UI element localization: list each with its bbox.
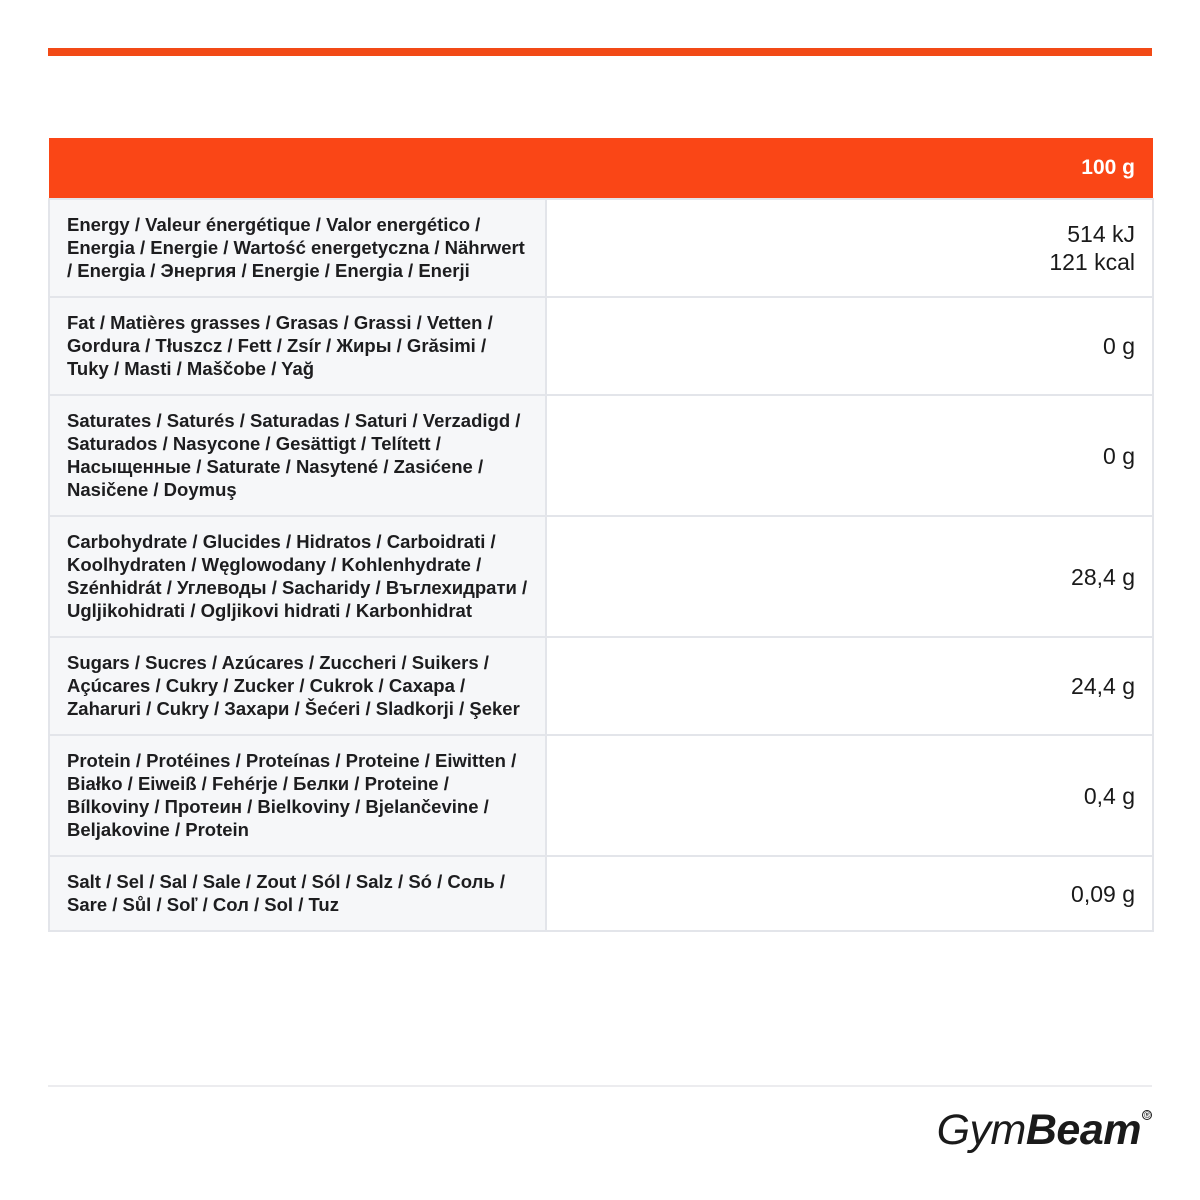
brand-logo (937, 1100, 1152, 1160)
nutrient-value: 514 kJ (1067, 221, 1135, 247)
nutrient-value-cell (546, 199, 1153, 297)
top-accent-bar (48, 48, 1152, 56)
nutrient-value-cell (546, 637, 1153, 735)
footer-divider (48, 1085, 1152, 1087)
header-value-cell: 100 g (546, 138, 1153, 199)
nutrient-label: Energy / Valeur énergétique / Valor energético / Energia / Energie / Wartość energetyczna / Nährwert / Energia / Энергия / Energie / Energia / Enerji (49, 199, 546, 297)
table-row-protein (49, 735, 1153, 856)
nutrient-value: 24,4 g (1071, 673, 1135, 699)
nutrient-value-cell (546, 856, 1153, 931)
table-row-sugars (49, 637, 1153, 735)
nutrient-label: Fat / Matières grasses / Grasas / Grassi / Vetten / Gordura / Tłuszcz / Fett / Zsír / Жиры / Grăsimi / Tuky / Masti / Maščobe / Yağ (49, 297, 546, 395)
table-row-energy (49, 199, 1153, 297)
nutrient-value: 0,4 g (1083, 782, 1135, 809)
nutrient-label: Sugars / Sucres / Azúcares / Zuccheri / Suikers / Açúcares / Cukry / Zucker / Cukrok / Сахара / Zaharuri / Cukry / Захари / Šećeri / Sladkorji / Şeker (49, 637, 546, 735)
nutrient-value-cell (546, 395, 1153, 516)
nutrient-label: Protein / Protéines / Proteínas / Proteine / Eiwitten / Białko / Eiweiß / Fehérje / Белки / Proteine / Bílkoviny / Протеин / Bielkoviny / Bjelančevine / Beljakovine / Protein (49, 735, 546, 856)
table-row-salt (49, 856, 1153, 931)
nutrient-value: 0 g (1103, 333, 1135, 359)
nutrient-value-cell (546, 297, 1153, 395)
nutrient-value-cell (546, 735, 1153, 856)
nutrient-value: 0 g (1103, 442, 1135, 469)
table-row-carbohydrate (49, 516, 1153, 637)
logo-text-gym: Gym (936, 1106, 1026, 1154)
registered-mark: ® (1143, 1110, 1151, 1120)
nutrient-value: 0,09 g (1071, 880, 1135, 907)
nutrient-value: 121 kcal (1049, 249, 1135, 275)
nutrient-value-cell (546, 516, 1153, 637)
nutrient-value: 28,4 g (1071, 563, 1135, 590)
nutrient-label: Carbohydrate / Glucides / Hidratos / Carboidrati / Koolhydraten / Węglowodany / Kohlenhydrate / Szénhidrát / Углеводы / Sacharidy / Въглехидрати / Ugljikohidrati / Ogljikovi hidrati / Karbonhidrat (49, 516, 546, 637)
table-row-saturates (49, 395, 1153, 516)
nutrition-table (48, 138, 1154, 932)
nutrient-label: Saturates / Saturés / Saturadas / Saturi / Verzadigd / Saturados / Nasycone / Gesättigt / Telített / Насыщенные / Saturate / Nasytené / Zasićene / Nasičene / Doymuş (49, 395, 546, 516)
table-row-fat (49, 297, 1153, 395)
nutrient-label: Salt / Sel / Sal / Sale / Zout / Sól / Salz / Só / Соль / Sare / Sůl / Soľ / Сол / Sol / Tuz (49, 856, 546, 931)
table-header-row (49, 138, 1153, 199)
logo-text-beam: Beam (1025, 1106, 1141, 1154)
header-label-cell (49, 138, 546, 199)
